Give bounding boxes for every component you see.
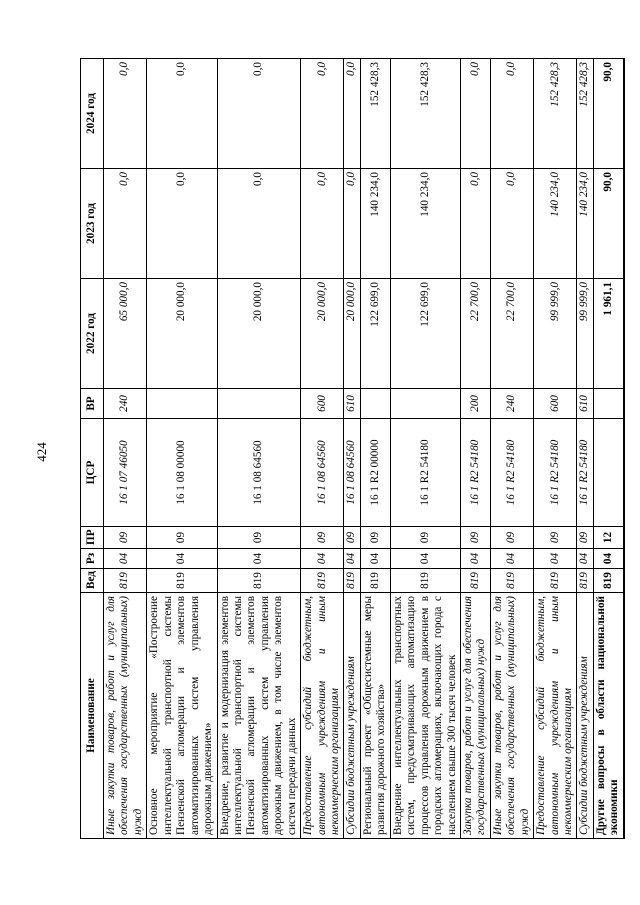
row-csr: 16 1 08 64560 [217, 419, 301, 527]
row-vr [217, 389, 301, 419]
header-vr: ВР [81, 389, 104, 419]
row-ved: 819 [490, 569, 533, 593]
row-pr: 09 [390, 527, 460, 549]
row-ved: 819 [104, 569, 147, 593]
row-2022: 99 999,0 [577, 279, 593, 389]
table-row [390, 59, 460, 839]
row-csr: 16 1 07 46050 [104, 419, 147, 527]
row-vr: 610 [577, 389, 593, 419]
row-2023: 140 234,0 [390, 169, 460, 279]
header-2022: 2022 год [81, 279, 104, 389]
row-2023: 140 234,0 [360, 169, 390, 279]
row-rz: 04 [534, 549, 577, 569]
row-2023: 140 234,0 [534, 169, 577, 279]
row-vr [390, 389, 460, 419]
row-name: Внедрение интеллектуальных транспортных систем, предусматривающих автоматизацию процессов управления дорожным движением в городских агломерациях, включающих города с населением свыше 300 тысяч человек [390, 593, 460, 839]
row-csr: 16 1 08 64560 [301, 419, 344, 527]
row-2022: 99 999,0 [534, 279, 577, 389]
row-csr: 16 1 R2 54180 [490, 419, 533, 527]
row-vr [147, 389, 217, 419]
row-csr: 16 1 R2 54180 [390, 419, 460, 527]
rotated-table-container [80, 59, 621, 839]
row-ved: 819 [147, 569, 217, 593]
row-rz: 04 [217, 549, 301, 569]
table-row [460, 59, 490, 839]
row-rz: 04 [104, 549, 147, 569]
row-name: Другие вопросы в области национальной экономики [593, 593, 623, 839]
row-2024: 0,0 [344, 59, 360, 169]
header-csr: ЦСР [81, 419, 104, 527]
row-2023: 0,0 [217, 169, 301, 279]
row-ved: 819 [390, 569, 460, 593]
row-vr: 610 [344, 389, 360, 419]
row-rz: 04 [344, 549, 360, 569]
row-ved: 819 [460, 569, 490, 593]
row-rz: 04 [577, 549, 593, 569]
budget-table [80, 58, 625, 839]
row-pr: 09 [360, 527, 390, 549]
row-csr: 16 1 08 64560 [344, 419, 360, 527]
row-csr: 16 1 08 00000 [147, 419, 217, 527]
row-csr: 16 1 R2 00000 [360, 419, 390, 527]
row-pr: 09 [344, 527, 360, 549]
row-2024: 152 428,3 [360, 59, 390, 169]
row-vr: 200 [460, 389, 490, 419]
table-row [217, 59, 301, 839]
row-2022: 122 699,0 [390, 279, 460, 389]
row-2022: 20 000,0 [344, 279, 360, 389]
row-ved: 819 [344, 569, 360, 593]
row-2024: 0,0 [104, 59, 147, 169]
row-2022: 1 961,1 [593, 279, 623, 389]
row-2022: 65 000,0 [104, 279, 147, 389]
row-2023: 0,0 [460, 169, 490, 279]
row-2023: 90,0 [593, 169, 623, 279]
row-2024: 90,0 [593, 59, 623, 169]
row-ved: 819 [593, 569, 623, 593]
row-name: Основное мероприятие «Построение интеллектуальной транспортной системы Пензенской агломерации и элементов автоматизированных систем управления дорожным движением» [147, 593, 217, 839]
row-name: Региональный проект «Общесистемные меры развития дорожного хозяйства» [360, 593, 390, 839]
row-name: Предоставление субсидий бюджетным, автономным учреждениям и иным некоммерческим организациям [534, 593, 577, 839]
header-rz: Рз [81, 549, 104, 569]
row-2022: 22 700,0 [460, 279, 490, 389]
row-2024: 152 428,3 [390, 59, 460, 169]
header-ved: Вед [81, 569, 104, 593]
row-ved: 819 [577, 569, 593, 593]
row-name: Субсидии бюджетным учреждениям [577, 593, 593, 839]
row-vr [593, 389, 623, 419]
row-2024: 0,0 [301, 59, 344, 169]
row-pr: 09 [217, 527, 301, 549]
row-rz: 04 [301, 549, 344, 569]
row-2024: 152 428,3 [534, 59, 577, 169]
row-name: Внедрение, развитие и модернизация элементов интеллектуальной транспортной системы Пензенской агломерации и элементов автоматизированных систем управления дорожным движением, в том числе элементов систем передачи данных [217, 593, 301, 839]
row-2024: 0,0 [490, 59, 533, 169]
row-2023: 0,0 [490, 169, 533, 279]
row-pr: 09 [490, 527, 533, 549]
row-2022: 20 000,0 [217, 279, 301, 389]
row-ved: 819 [217, 569, 301, 593]
row-name: Закупка товаров, работ и услуг для обеспечения государственных (муниципальных) нужд [460, 593, 490, 839]
row-2023: 0,0 [104, 169, 147, 279]
row-ved: 819 [360, 569, 390, 593]
table-row [344, 59, 360, 839]
row-2022: 22 700,0 [490, 279, 533, 389]
table-row [104, 59, 147, 839]
row-rz: 04 [147, 549, 217, 569]
table-row [577, 59, 593, 839]
row-csr: 16 1 R2 54180 [534, 419, 577, 527]
row-2023: 140 234,0 [577, 169, 593, 279]
row-rz: 04 [390, 549, 460, 569]
table-row [490, 59, 533, 839]
row-rz: 04 [460, 549, 490, 569]
row-pr: 09 [534, 527, 577, 549]
row-rz: 04 [593, 549, 623, 569]
row-rz: 04 [360, 549, 390, 569]
row-name: Иные закупки товаров, работ и услуг для обеспечения государственных (муниципальных) нужд [490, 593, 533, 839]
row-pr: 09 [460, 527, 490, 549]
row-2023: 0,0 [344, 169, 360, 279]
header-name: Наименование [81, 593, 104, 839]
row-vr: 240 [104, 389, 147, 419]
table-row [147, 59, 217, 839]
row-rz: 04 [490, 549, 533, 569]
table-row [360, 59, 390, 839]
row-2022: 122 699,0 [360, 279, 390, 389]
row-vr: 600 [301, 389, 344, 419]
row-2023: 0,0 [301, 169, 344, 279]
row-2022: 20 000,0 [301, 279, 344, 389]
row-name: Предоставление субсидий бюджетным, автономным учреждениям и иным некоммерческим организациям [301, 593, 344, 839]
row-2022: 20 000,0 [147, 279, 217, 389]
row-vr: 240 [490, 389, 533, 419]
header-2023: 2023 год [81, 169, 104, 279]
page-number: 424 [34, 442, 49, 462]
row-ved: 819 [301, 569, 344, 593]
table-row [534, 59, 577, 839]
header-2024: 2024 год [81, 59, 104, 169]
table-header-row [81, 59, 104, 839]
row-2024: 152 428,3 [577, 59, 593, 169]
row-pr: 09 [301, 527, 344, 549]
row-csr: 16 1 R2 54180 [577, 419, 593, 527]
row-pr: 12 [593, 527, 623, 549]
row-name: Субсидии бюджетным учреждениям [344, 593, 360, 839]
row-pr: 09 [147, 527, 217, 549]
row-csr: 16 1 R2 54180 [460, 419, 490, 527]
table-row-total [593, 59, 623, 839]
header-pr: ПР [81, 527, 104, 549]
row-2023: 0,0 [147, 169, 217, 279]
row-ved: 819 [534, 569, 577, 593]
table-row [301, 59, 344, 839]
row-name: Иные закупки товаров, работ и услуг для обеспечения государственных (муниципальных) нужд [104, 593, 147, 839]
row-pr: 09 [104, 527, 147, 549]
row-vr: 600 [534, 389, 577, 419]
row-2024: 0,0 [147, 59, 217, 169]
row-vr [360, 389, 390, 419]
row-csr [593, 419, 623, 527]
row-2024: 0,0 [217, 59, 301, 169]
row-2024: 0,0 [460, 59, 490, 169]
row-pr: 09 [577, 527, 593, 549]
